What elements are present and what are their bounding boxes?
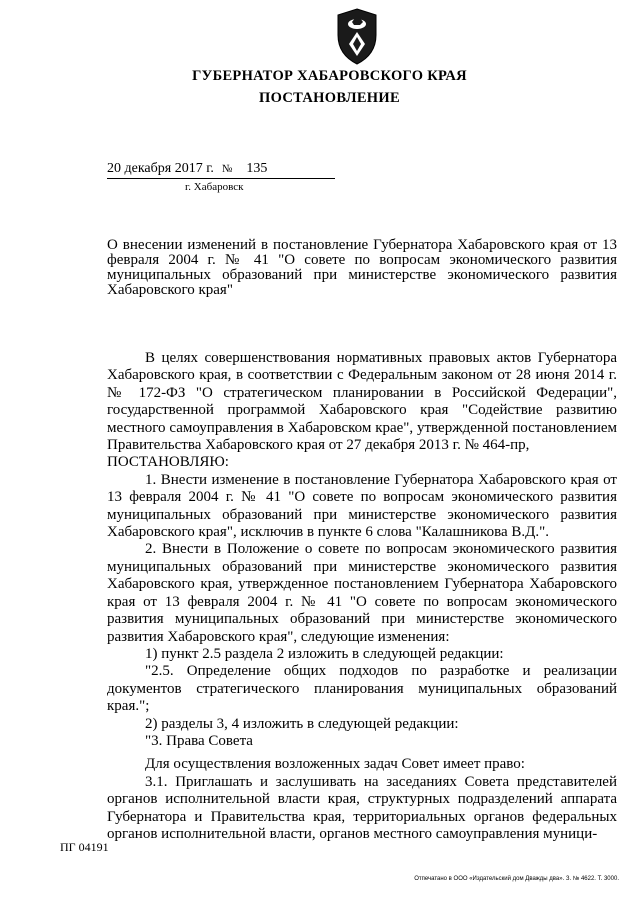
coat-of-arms-icon: [330, 8, 384, 66]
paragraph: 2) разделы 3, 4 изложить в следующей редакции:: [145, 715, 459, 732]
printer-imprint: Отпечатано в ООО «Издательский дом Дважды два». З. № 4622. Т. 3000.: [414, 876, 619, 882]
resolution-word: ПОСТАНОВЛЯЮ:: [107, 454, 229, 471]
issuer-title: ГУБЕРНАТОР ХАБАРОВСКОГО КРАЯ: [192, 68, 467, 84]
document-body: [107, 350, 617, 843]
paragraph: 1. Внести изменение в постановление Губернатора Хабаровского края от 13 февраля 2004 г. № 41 "О совете по вопросам экономического развития муниципальных образований при министерстве экономического развития Хабаровского края", исключив в пункте 6 слова "Калашникова В.Д.".: [107, 471, 617, 541]
document-type: ПОСТАНОВЛЕНИЕ: [259, 90, 400, 106]
form-code: ПГ 04191: [60, 840, 109, 854]
city: г. Хабаровск: [185, 181, 244, 193]
date-number-line: [107, 160, 335, 179]
preamble-paragraph: В целях совершенствования нормативных правовых актов Губернатора Хабаровского края, в соответствии с Федеральным законом от 28 июня 2014 г. № 172-ФЗ "О стратегическом планировании в Российской Федерации", государственной программой Хабаровского края "Содействие развитию местного самоуправления в Хабаровском крае", утвержденной постановлением Правительства Хабаровского края от 27 декабря 2013 г. № 464-пр,: [107, 350, 617, 454]
paragraph: "2.5. Определение общих подходов по разработке и реализации документов стратегического планирования муниципальных образований края.";: [107, 663, 617, 715]
document-number: 135: [246, 161, 268, 176]
document-subject: О внесении изменений в постановление Губернатора Хабаровского края от 13 февраля 2004 г. № 41 "О совете по вопросам экономического развития муниципальных образований при министерстве экономического развития Хабаровского края": [107, 237, 617, 298]
paragraph: Для осуществления возложенных задач Совет имеет право:: [145, 756, 525, 773]
paragraph: 1) пункт 2.5 раздела 2 изложить в следующей редакции:: [145, 645, 504, 662]
document-date: 20 декабря 2017 г.: [107, 161, 214, 176]
section-heading: "3. Права Совета: [145, 732, 253, 749]
paragraph: 2. Внести в Положение о совете по вопросам экономического развития муниципальных образований при министерстве экономического развития Хабаровского края, утвержденное постановлением Губернатора Хабаровского края от 13 февраля 2004 г. № 41 "О совете по вопросам экономического развития муниципальных образований при министерстве экономического развития Хабаровского края", следующие изменения:: [107, 541, 617, 645]
paragraph: 3.1. Приглашать и заслушивать на заседаниях Совета представителей органов исполнительной власти края, структурных подразделений аппарата Губернатора и Правительства края, территориальных органов федеральных органов исполнительной власти, органов местного самоуправления муници-: [107, 773, 617, 842]
number-label: №: [221, 163, 233, 175]
